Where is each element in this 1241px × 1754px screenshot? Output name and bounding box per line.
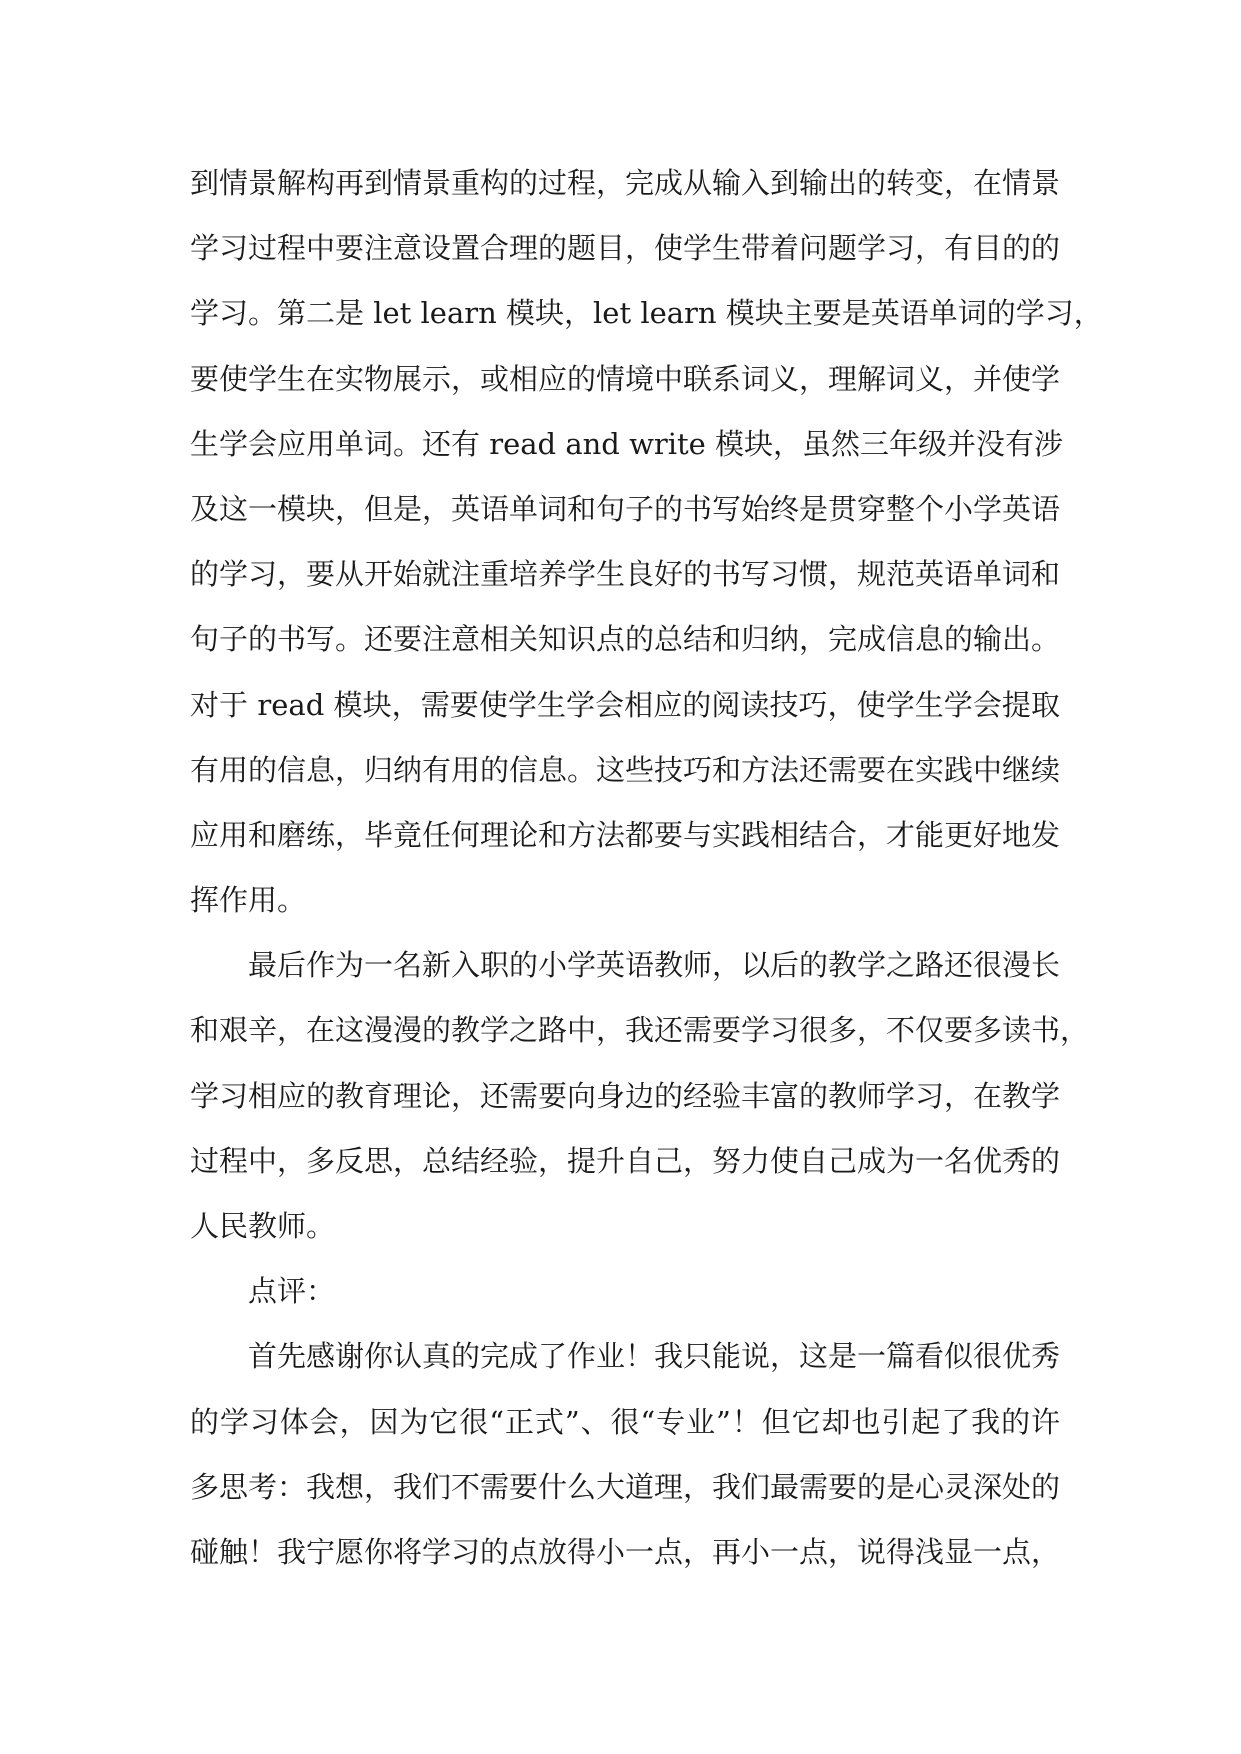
text-line: 和艰辛，在这漫漫的教学之路中，我还需要学习很多，不仅要多读书， — [190, 1013, 1090, 1048]
paragraph-comment — [190, 1324, 1060, 1585]
document-body — [190, 151, 1103, 1585]
text-line: 学习相应的教育理论，还需要向身边的经验丰富的教师学习，在教学 — [190, 1078, 1061, 1113]
text-line: 对于 read 模块，需要使学生学会相应的阅读技巧，使学生学会提取 — [190, 687, 1060, 722]
text-line: 学习。第二是 let learn 模块，let learn 模块主要是英语单词的学习， — [190, 296, 1103, 331]
text-line: 人民教师。 — [190, 1209, 336, 1243]
text-line: 有用的信息，归纳有用的信息。这些技巧和方法还需要在实践中继续 — [190, 752, 1061, 787]
text-line: 过程中，多反思，总结经验，提升自己，努力使自己成为一名优秀的 — [190, 1143, 1061, 1178]
text-line: 要使学生在实物展示，或相应的情境中联系词义，理解词义，并使学 — [190, 361, 1061, 396]
comment-heading: 点评： — [248, 1274, 336, 1309]
comment-heading-block — [190, 1259, 1060, 1324]
text-line: 的学习体会，因为它很“正式”、很“专业”！但它却也引起了我的许 — [190, 1404, 1060, 1439]
text-line: 及这一模块，但是，英语单词和句子的书写始终是贯穿整个小学英语 — [190, 491, 1061, 526]
paragraph-teaching-modules — [190, 151, 1103, 933]
text-line: 到情景解构再到情景重构的过程，完成从输入到输出的转变，在情景 — [190, 166, 1061, 200]
paragraph-conclusion — [190, 933, 1090, 1259]
text-line: 挥作用。 — [190, 883, 307, 918]
text-line: 多思考：我想，我们不需要什么大道理，我们最需要的是心灵深处的 — [190, 1469, 1061, 1504]
text-line: 的学习，要从开始就注重培养学生良好的书写习惯，规范英语单词和 — [190, 557, 1061, 592]
text-line: 首先感谢你认真的完成了作业！我只能说，这是一篇看似很优秀 — [248, 1339, 1061, 1374]
text-line: 学习过程中要注意设置合理的题目，使学生带着问题学习，有目的的 — [190, 231, 1061, 266]
text-line: 应用和磨练，毕竟任何理论和方法都要与实践相结合，才能更好地发 — [190, 817, 1061, 852]
text-line: 句子的书写。还要注意相关知识点的总结和归纳，完成信息的输出。 — [190, 622, 1061, 657]
text-line: 最后作为一名新入职的小学英语教师，以后的教学之路还很漫长 — [248, 948, 1061, 983]
text-line: 碰触！我宁愿你将学习的点放得小一点，再小一点，说得浅显一点， — [190, 1534, 1061, 1569]
text-line: 生学会应用单词。还有 read and write 模块，虽然三年级并没有涉 — [190, 426, 1064, 461]
